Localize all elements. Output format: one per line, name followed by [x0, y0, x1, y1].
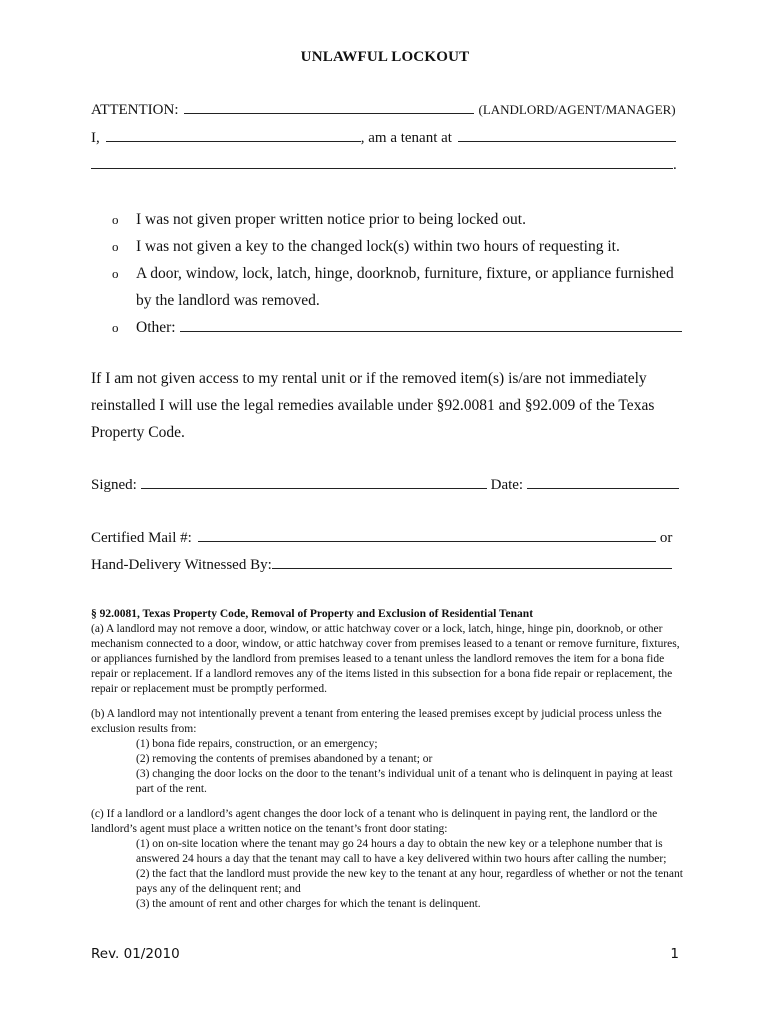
statute-subsection-c: (c) If a landlord or a landlord’s agent changes the door lock of a tenant who is delinquent in paying rent, the landlord or the landlord’s agent must place a written notice on the tenant’s front door stating:: [91, 808, 658, 835]
statute-item: (3) the amount of rent and other charges for which the tenant is delinquent.: [136, 898, 481, 910]
date-label: Date:: [490, 477, 524, 493]
tenant-address-blank[interactable]: [458, 129, 676, 142]
checklist: [112, 206, 682, 341]
statute-item: (1) bona fide repairs, construction, or an emergency;: [136, 738, 378, 750]
attention-suffix: (LANDLORD/AGENT/MANAGER): [478, 102, 676, 117]
address-blank[interactable]: [91, 156, 673, 169]
checklist-item-continuation: [112, 287, 682, 314]
page-number: 1: [670, 946, 679, 962]
checklist-item: [112, 260, 682, 287]
or-label: or: [659, 530, 673, 546]
tenant-middle: , am a tenant at: [360, 130, 452, 146]
signature-blank[interactable]: [141, 476, 487, 489]
signature-row: [91, 476, 679, 494]
attention-row: [91, 101, 679, 119]
statute-item: (2) removing the contents of premises abandoned by a tenant; or: [136, 753, 433, 765]
tenant-row: [91, 129, 679, 147]
date-blank[interactable]: [527, 476, 679, 489]
attention-label: ATTENTION:: [91, 102, 179, 118]
checklist-text: I was not given proper written notice prior to being locked out.: [136, 211, 526, 228]
hand-delivery-blank[interactable]: [272, 556, 672, 569]
statute-text: [91, 607, 691, 912]
revision-label: Rev. 01/2010: [91, 946, 180, 962]
statute-item: (3) changing the door locks on the door to the tenant’s individual unit of a tenant who is delinquent in paying at least part of the rent.: [136, 768, 673, 795]
checkbox-circle-icon[interactable]: o: [112, 320, 119, 335]
tenant-name-blank[interactable]: [106, 129, 361, 142]
checkbox-circle-icon[interactable]: o: [112, 239, 119, 254]
checklist-item: [112, 233, 682, 260]
certified-row: [91, 529, 679, 547]
statute-subsection-a: (a) A landlord may not remove a door, window, or attic hatchway cover or a lock, latch, hinge, hinge pin, doorknob, or other mechanism connected to a door, window, or attic hatchway cover from premises leased to a tenant or remove furniture, fixtures, or appliances furnished by the landlord from premises leased to a tenant unless the landlord removes the item for a bona fide repair or replacement. If a landlord removes any of the items listed in this subsection for a bona fide repair or replacement, the repair or replacement must be promptly performed.: [91, 623, 680, 695]
document-title: UNLAWFUL LOCKOUT: [300, 49, 470, 65]
checklist-item-other: [112, 314, 682, 341]
statute-item: (1) on on-site location where the tenant may go 24 hours a day to obtain the new key or a telephone number that is answered 24 hours a day that the tenant may call to have a key delivered within two hours after calling the number;: [136, 838, 667, 865]
other-blank[interactable]: [180, 319, 682, 332]
certified-blank[interactable]: [198, 529, 656, 542]
attention-blank[interactable]: [184, 101, 474, 114]
checklist-text: I was not given a key to the changed lock(s) within two hours of requesting it.: [136, 238, 620, 255]
checklist-text: A door, window, lock, latch, hinge, doorknob, furniture, fixture, or appliance furnished: [136, 265, 674, 282]
address-end: .: [673, 157, 677, 173]
hand-delivery-row: [91, 556, 679, 574]
statute-subsection-b: (b) A landlord may not intentionally prevent a tenant from entering the leased premises except by judicial process unless the exclusion results from:: [91, 708, 662, 735]
certified-label: Certified Mail #:: [91, 530, 192, 546]
statute-heading: § 92.0081, Texas Property Code, Removal of Property and Exclusion of Residential Tenant: [91, 608, 534, 620]
checkbox-circle-icon[interactable]: o: [112, 266, 119, 281]
checklist-text: by the landlord was removed.: [136, 292, 320, 309]
address-row: [91, 156, 679, 174]
checklist-item: [112, 206, 682, 233]
hand-delivery-label: Hand-Delivery Witnessed By:: [91, 557, 272, 573]
other-label: Other:: [136, 319, 176, 336]
signed-label: Signed:: [91, 477, 137, 493]
statute-item: (2) the fact that the landlord must provide the new key to the tenant at any hour, regardless of whether or not the tenant pays any of the delinquent rent; and: [136, 868, 683, 895]
checkbox-circle-icon[interactable]: o: [112, 212, 119, 227]
tenant-prefix: I,: [91, 130, 100, 146]
notice-paragraph: If I am not given access to my rental unit or if the removed item(s) is/are not immediately reinstalled I will use the legal remedies available under §92.0081 and §92.009 of the Texas Property Code.: [91, 370, 655, 441]
